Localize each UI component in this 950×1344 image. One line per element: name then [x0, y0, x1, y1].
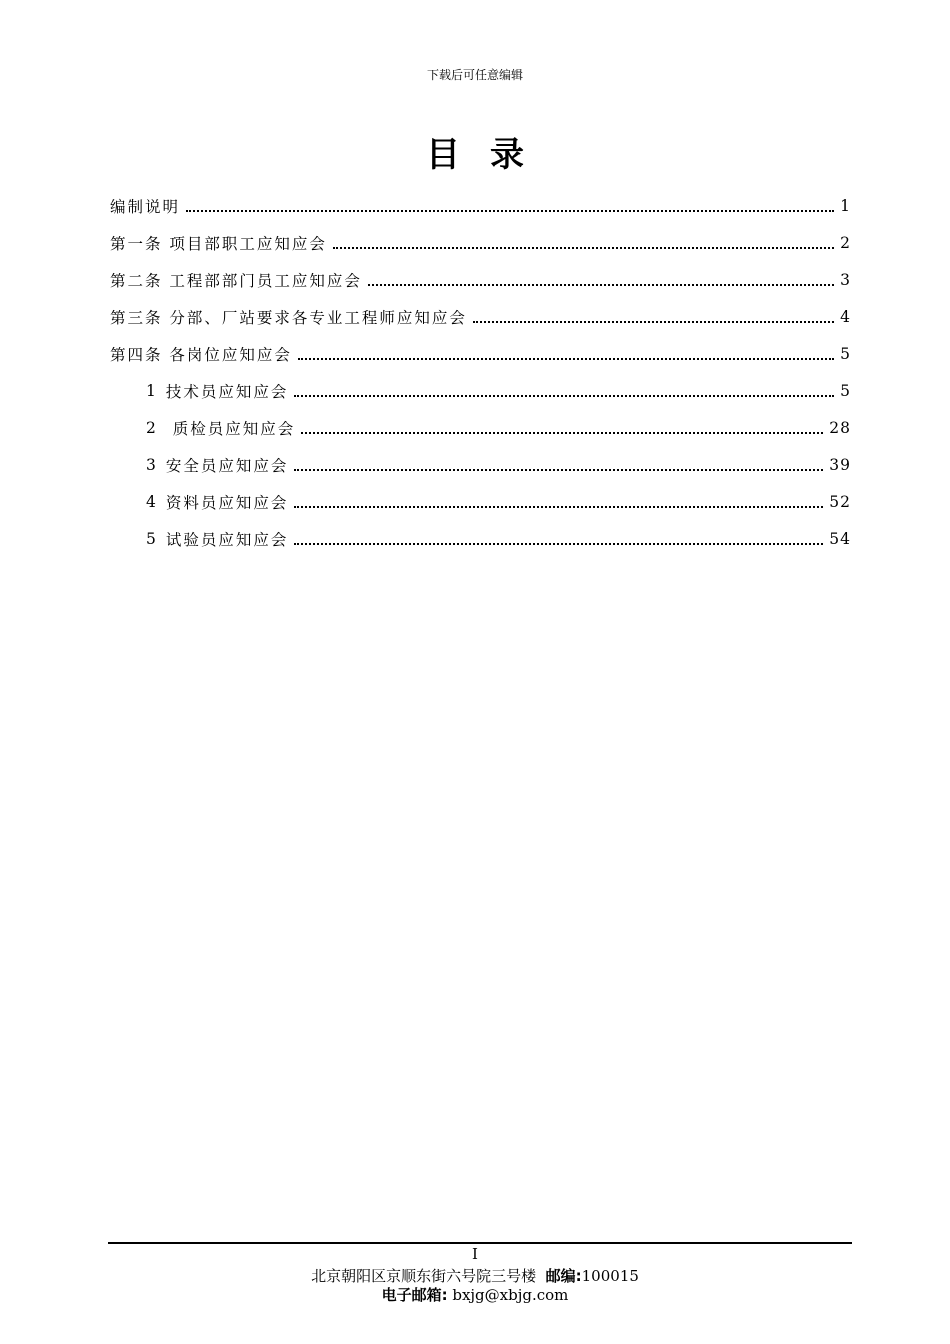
toc-subentry-label: 质检员应知应会 — [165, 419, 296, 438]
page-header-note: 下载后可任意编辑 — [426, 68, 523, 82]
toc-subentry-label: 试验员应知应会 — [165, 530, 289, 549]
toc-subentry-number: 5 — [146, 529, 158, 548]
toc-entry-page: 3 — [840, 270, 851, 289]
toc-entry-page: 1 — [840, 196, 851, 215]
footer-email-line — [0, 1284, 950, 1305]
toc-subentry-label: 安全员应知应会 — [165, 456, 289, 475]
toc-entry-label: 第一条 项目部职工应知应会 — [110, 234, 327, 253]
toc-entry-label: 编制说明 — [110, 197, 181, 216]
toc-subentry-number: 3 — [146, 455, 158, 474]
toc-leader-dots — [473, 309, 834, 323]
footer-address-line — [0, 1265, 950, 1286]
toc-entry-page: 4 — [840, 307, 851, 326]
table-of-contents — [110, 187, 851, 557]
toc-subentry[interactable] — [110, 483, 851, 520]
toc-entry[interactable] — [110, 187, 851, 224]
toc-subentry-number: 1 — [146, 381, 158, 400]
toc-leader-dots — [294, 531, 823, 545]
toc-subentry-page: 28 — [829, 418, 851, 437]
toc-leader-dots — [333, 235, 834, 249]
footer-address: 北京朝阳区京顺东街六号院三号楼 — [311, 1267, 537, 1285]
toc-subentry-page: 52 — [829, 492, 851, 511]
toc-leader-dots — [294, 383, 834, 397]
toc-subentry[interactable] — [110, 372, 851, 409]
toc-leader-dots — [298, 346, 834, 360]
toc-subentry-page: 5 — [840, 381, 851, 400]
toc-subentry[interactable] — [110, 446, 851, 483]
toc-entry[interactable] — [110, 335, 851, 372]
toc-entry[interactable] — [110, 261, 851, 298]
toc-entry-label: 第四条 各岗位应知应会 — [110, 345, 292, 364]
toc-leader-dots — [294, 494, 823, 508]
toc-subentry[interactable] — [110, 520, 851, 557]
page-number: I — [472, 1245, 478, 1263]
toc-subentry-page: 54 — [829, 529, 851, 548]
footer-email-label: 电子邮箱: — [381, 1286, 448, 1304]
toc-subentry[interactable] — [110, 409, 851, 446]
toc-subentry-page: 39 — [829, 455, 851, 474]
toc-subentry-number: 2 — [146, 418, 158, 437]
toc-entry-page: 5 — [840, 344, 851, 363]
toc-leader-dots — [186, 198, 834, 212]
toc-leader-dots — [368, 272, 834, 286]
toc-title: 目录 — [426, 135, 554, 175]
toc-leader-dots — [294, 457, 823, 471]
footer-postcode-label: 邮编: — [545, 1267, 582, 1285]
footer-postcode: 100015 — [581, 1267, 639, 1285]
toc-leader-dots — [301, 420, 823, 434]
footer-email[interactable]: bxjg@xbjg.com — [447, 1286, 569, 1304]
toc-entry-label: 第二条 工程部部门员工应知应会 — [110, 271, 362, 290]
toc-entry[interactable] — [110, 224, 851, 261]
toc-subentry-label: 资料员应知应会 — [165, 493, 289, 512]
toc-subentry-number: 4 — [146, 492, 158, 511]
toc-entry-label: 第三条 分部、厂站要求各专业工程师应知应会 — [110, 308, 467, 327]
toc-entry-page: 2 — [840, 233, 851, 252]
footer-divider — [108, 1242, 852, 1244]
toc-entry[interactable] — [110, 298, 851, 335]
toc-subentry-label: 技术员应知应会 — [165, 382, 289, 401]
